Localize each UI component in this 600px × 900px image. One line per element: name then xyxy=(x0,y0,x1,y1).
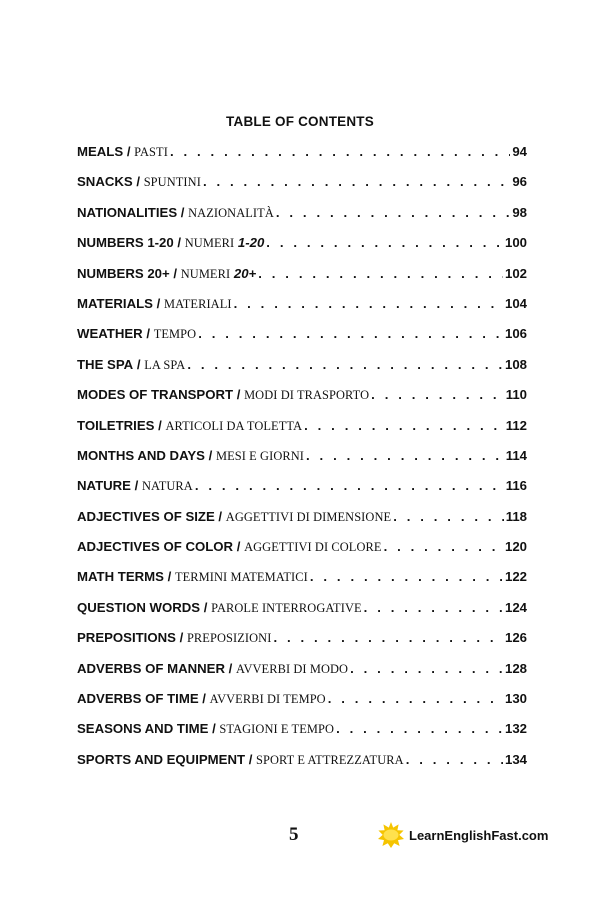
toc-separator: / xyxy=(200,599,212,615)
toc-entry[interactable] xyxy=(77,198,527,228)
toc-page-number: 124 xyxy=(504,599,527,615)
toc-entry-english: ADVERBS OF TIME xyxy=(77,691,199,707)
toc-page-number: 104 xyxy=(504,295,527,311)
toc-entry-italian: NUMERI xyxy=(184,236,235,251)
toc-entry-english: TOILETRIES xyxy=(77,417,155,433)
toc-entry-english: SNACKS xyxy=(77,174,133,190)
dot-leader xyxy=(168,137,510,167)
table-of-contents xyxy=(77,137,527,775)
toc-page-number: 114 xyxy=(505,447,527,463)
toc-separator: / xyxy=(173,235,185,251)
toc-page-number: 100 xyxy=(504,235,527,251)
dot-leader xyxy=(382,532,503,562)
toc-page-number: 128 xyxy=(504,660,527,676)
toc-entry-english: THE SPA xyxy=(77,356,134,372)
toc-separator: / xyxy=(225,660,236,676)
toc-separator: / xyxy=(152,295,164,311)
toc-entry[interactable] xyxy=(77,714,527,744)
toc-entry-english: WEATHER xyxy=(77,326,143,342)
toc-entry[interactable] xyxy=(77,684,527,714)
toc-entry-italian: PAROLE INTERROGATIVE xyxy=(211,600,362,615)
toc-entry[interactable] xyxy=(77,259,527,289)
dot-leader xyxy=(302,411,504,441)
star-burst-logo-icon xyxy=(378,822,404,848)
toc-page-number: 134 xyxy=(504,751,527,767)
toc-entry-italian: TEMPO xyxy=(153,327,197,342)
brand[interactable] xyxy=(378,822,548,848)
toc-entry-english: ADJECTIVES OF SIZE xyxy=(77,508,215,524)
toc-entry[interactable] xyxy=(77,471,527,501)
toc-page-number: 122 xyxy=(504,569,527,585)
dot-leader xyxy=(196,319,503,349)
brand-name: LearnEnglishFast.com xyxy=(409,827,549,843)
toc-entry-italian: NUMERI xyxy=(180,266,231,281)
toc-entry[interactable] xyxy=(77,350,527,380)
toc-entry-italian: SPORT E ATTREZZATURA xyxy=(256,752,404,767)
toc-entry[interactable] xyxy=(77,532,527,562)
toc-entry-italian: NAZIONALITÀ xyxy=(188,205,274,220)
toc-separator: / xyxy=(132,174,144,190)
toc-page-number: 106 xyxy=(504,326,527,342)
toc-entry[interactable] xyxy=(77,319,527,349)
dot-leader xyxy=(326,684,503,714)
toc-separator: / xyxy=(204,447,216,463)
dot-leader xyxy=(369,380,504,410)
toc-entry[interactable] xyxy=(77,167,527,197)
toc-entry-italian: TERMINI MATEMATICI xyxy=(174,570,308,585)
page-number: 5 xyxy=(289,824,299,845)
toc-entry-english: NUMBERS 1-20 xyxy=(77,235,174,251)
toc-entry-italian: AGGETTIVI DI DIMENSIONE xyxy=(225,509,392,524)
toc-entry-english: MATERIALS xyxy=(77,295,153,311)
toc-entry-english: ADVERBS OF MANNER xyxy=(77,660,225,676)
toc-separator: / xyxy=(163,569,175,585)
toc-page-number: 116 xyxy=(505,478,527,494)
toc-page-number: 118 xyxy=(505,508,527,524)
toc-entry-english: ADJECTIVES OF COLOR xyxy=(77,539,234,555)
toc-entry-english: MONTHS AND DAYS xyxy=(77,447,205,463)
toc-page-number: 112 xyxy=(505,417,527,433)
toc-page-number: 132 xyxy=(504,721,527,737)
toc-page-number: 94 xyxy=(512,144,527,159)
toc-entry-english: NATURE xyxy=(77,478,131,494)
dot-leader xyxy=(264,228,503,258)
page-title: TABLE OF CONTENTS xyxy=(226,114,374,129)
toc-page-number: 98 xyxy=(512,204,527,220)
dot-leader xyxy=(362,593,503,623)
toc-entry-english: SEASONS AND TIME xyxy=(77,721,209,737)
toc-entry[interactable] xyxy=(77,593,527,623)
toc-separator: / xyxy=(233,539,245,555)
toc-separator: / xyxy=(154,417,166,433)
toc-entry-english: NUMBERS 20+ xyxy=(77,265,170,281)
toc-entry-italian: MATERIALI xyxy=(163,296,232,311)
toc-entry[interactable] xyxy=(77,411,527,441)
toc-separator: / xyxy=(130,478,142,494)
toc-entry-english: MODES OF TRANSPORT xyxy=(77,387,234,403)
toc-separator: / xyxy=(214,508,226,524)
toc-entry-italian: MESI E GIORNI xyxy=(215,448,305,463)
dot-leader xyxy=(404,745,503,775)
toc-separator: / xyxy=(198,691,210,707)
toc-entry[interactable] xyxy=(77,654,527,684)
toc-entry-english: SPORTS AND EQUIPMENT xyxy=(77,751,246,767)
toc-entry[interactable] xyxy=(77,137,527,167)
toc-entry-italian: PASTI xyxy=(134,145,168,159)
dot-leader xyxy=(193,471,504,501)
toc-entry[interactable] xyxy=(77,289,527,319)
toc-page-number: 130 xyxy=(504,691,527,707)
toc-entry[interactable] xyxy=(77,562,527,592)
toc-entry[interactable] xyxy=(77,228,527,258)
toc-separator: / xyxy=(133,356,145,372)
dot-leader xyxy=(232,289,503,319)
dot-leader xyxy=(256,259,503,289)
toc-entry-english: QUESTION WORDS xyxy=(77,599,201,615)
toc-separator: / xyxy=(177,204,189,220)
dot-leader xyxy=(271,623,503,653)
toc-entry-italian: AGGETTIVI DI COLORE xyxy=(244,540,382,555)
toc-entry-italian: AVVERBI DI MODO xyxy=(236,661,349,676)
dot-leader xyxy=(334,714,503,744)
dot-leader xyxy=(304,441,504,471)
toc-entry-italian: LA SPA xyxy=(144,357,186,372)
toc-entry-italian: STAGIONI E TEMPO xyxy=(219,722,335,737)
dot-leader xyxy=(274,198,510,228)
toc-entry[interactable] xyxy=(77,745,527,775)
dot-leader xyxy=(201,167,510,197)
toc-separator: / xyxy=(175,630,187,646)
toc-page-number: 102 xyxy=(504,265,527,281)
dot-leader xyxy=(391,502,504,532)
toc-entry[interactable] xyxy=(77,441,527,471)
toc-separator: / xyxy=(233,387,245,403)
toc-separator: / xyxy=(142,326,154,342)
toc-entry-italian: SPUNTINI xyxy=(143,175,201,190)
toc-entry-italian: MODI DI TRASPORTO xyxy=(244,388,370,403)
toc-page-number: 126 xyxy=(504,630,527,646)
toc-page-number: 108 xyxy=(504,356,527,372)
toc-entry[interactable] xyxy=(77,502,527,532)
toc-entry-italian-number: 1-20 xyxy=(237,235,265,251)
toc-page-number: 120 xyxy=(504,539,527,555)
toc-entry-italian: NATURA xyxy=(141,479,193,494)
toc-separator: / xyxy=(123,144,135,159)
star-burst-center xyxy=(384,830,399,841)
toc-entry-italian: AVVERBI DI TEMPO xyxy=(209,692,326,707)
toc-page-number: 96 xyxy=(512,174,527,190)
toc-entry[interactable] xyxy=(77,623,527,653)
toc-entry-english: NATIONALITIES xyxy=(77,204,178,220)
dot-leader xyxy=(308,562,503,592)
toc-separator: / xyxy=(169,265,181,281)
toc-page-number: 110 xyxy=(505,387,527,403)
toc-entry-english: MEALS xyxy=(77,144,124,159)
toc-entry[interactable] xyxy=(77,380,527,410)
toc-entry-italian: PREPOSIZIONI xyxy=(186,631,272,646)
toc-entry-english: PREPOSITIONS xyxy=(77,630,176,646)
dot-leader xyxy=(185,350,503,380)
toc-entry-italian: ARTICOLI DA TOLETTA xyxy=(165,418,303,433)
toc-entry-english: MATH TERMS xyxy=(77,569,164,585)
dot-leader xyxy=(348,654,503,684)
toc-separator: / xyxy=(245,751,257,767)
toc-entry-italian-number: 20+ xyxy=(233,265,257,281)
toc-separator: / xyxy=(208,721,220,737)
